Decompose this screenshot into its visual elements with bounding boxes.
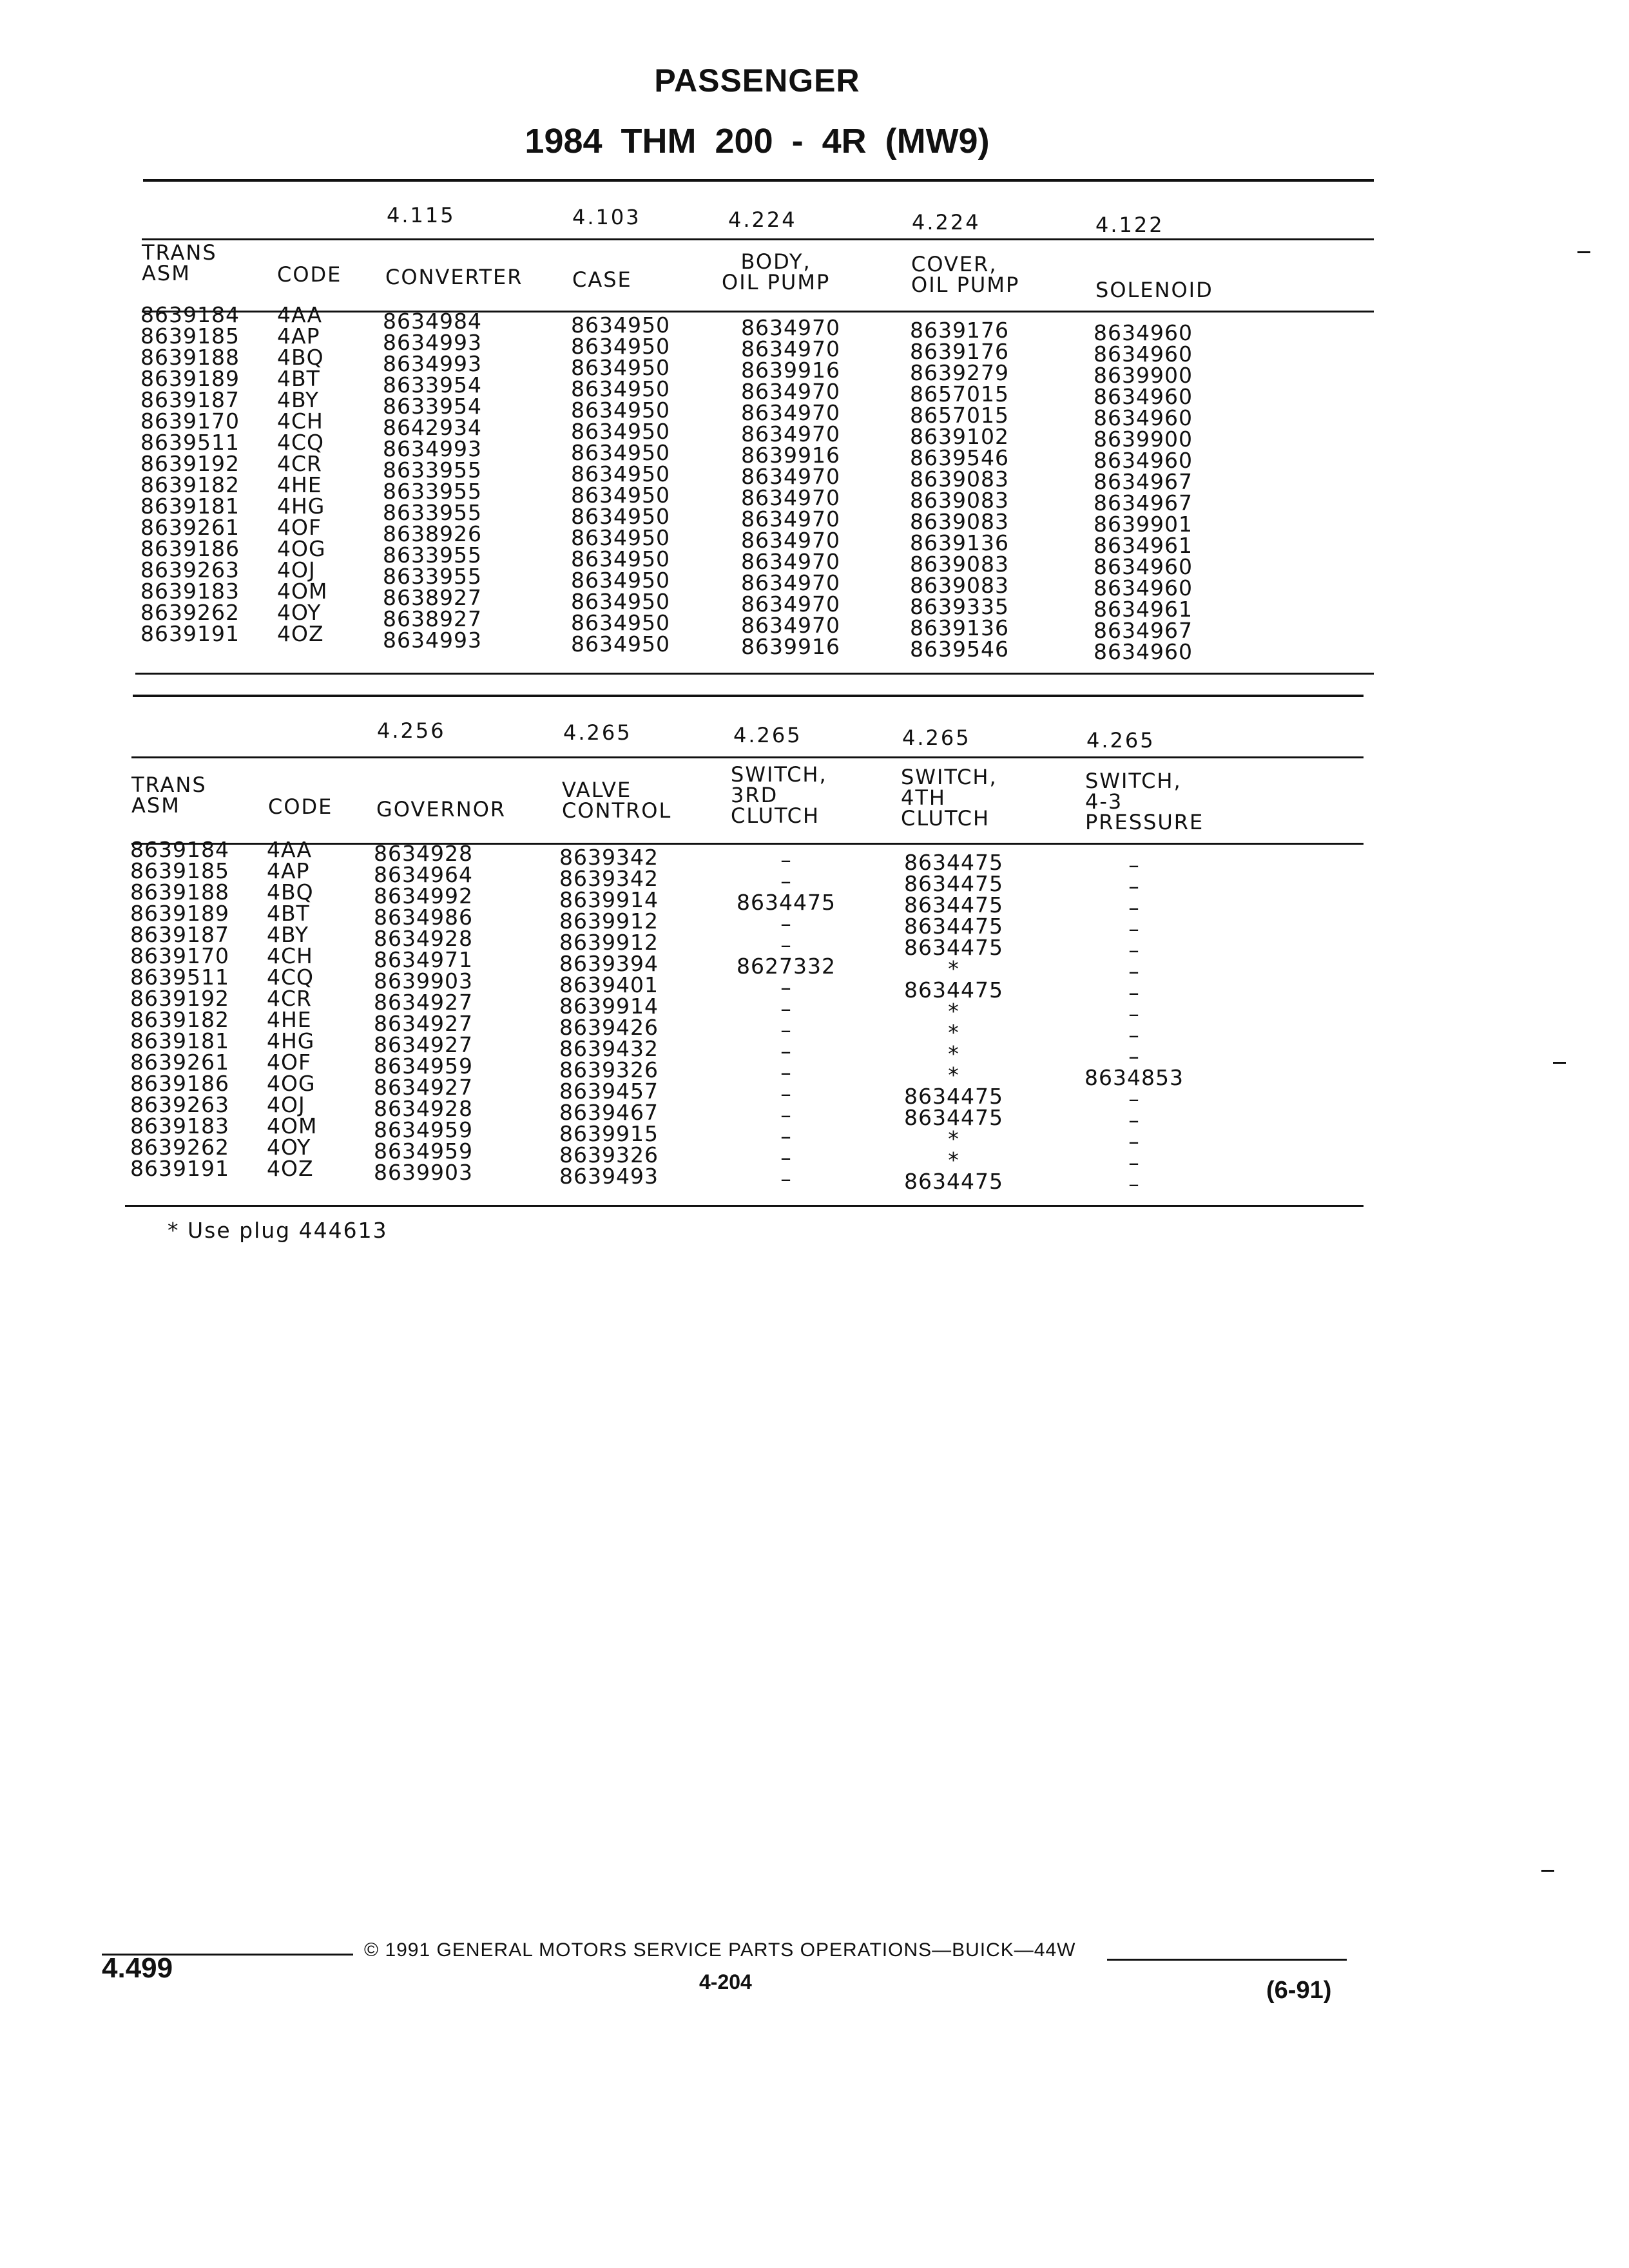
table-cell: 8634475 — [904, 892, 1003, 918]
table-cell: – — [780, 1102, 792, 1128]
table-cell: – — [780, 975, 792, 1000]
table-cell: 8634970 — [741, 591, 840, 617]
table-cell: – — [780, 1081, 792, 1106]
column-switch-4th-clutch — [889, 852, 1018, 1192]
table-cell: 8639083 — [910, 488, 1009, 513]
table-cell: 4BQ — [277, 345, 324, 370]
table-cell: 4BQ — [267, 879, 314, 905]
table-cell: 8634993 — [383, 628, 482, 653]
fig-number: 4.265 — [733, 723, 802, 747]
header-valve-control: VALVE CONTROL — [562, 778, 672, 823]
table-cell: * — [948, 999, 959, 1024]
header-code: CODE — [268, 794, 333, 819]
table-cell: 8634971 — [374, 947, 473, 972]
table-cell: 8639901 — [1094, 512, 1193, 537]
table-cell: 8639263 — [130, 1092, 229, 1117]
table-cell: 8634927 — [374, 990, 473, 1015]
column-solenoid — [1094, 322, 1193, 662]
column-code — [267, 839, 317, 1179]
table-cell: – — [780, 932, 792, 957]
table-cell: 8639181 — [130, 1028, 229, 1053]
table-cell: 4HE — [267, 1007, 312, 1032]
table-cell: 8634970 — [741, 613, 840, 638]
table-cell: 8639189 — [140, 366, 240, 391]
parts-table-1 — [0, 174, 1629, 689]
table-cell: 4BT — [277, 366, 320, 391]
table-cell: * — [948, 1062, 959, 1088]
table-cell: 8633954 — [383, 394, 482, 419]
table-cell: 4CR — [267, 986, 312, 1011]
table-cell: 8639914 — [559, 887, 659, 912]
table-cell: 4OZ — [267, 1156, 314, 1181]
table-cell: 8633955 — [383, 457, 482, 483]
table-cell: 8634970 — [741, 464, 840, 489]
table-cell: 8639192 — [140, 451, 240, 476]
table-cell: – — [780, 1060, 792, 1085]
table-cell: 8639457 — [559, 1079, 659, 1104]
table-cell: 8634984 — [383, 309, 482, 334]
column-body-oil-pump — [741, 317, 840, 657]
table-cell: 8634475 — [904, 850, 1003, 875]
table-cell: 8639102 — [910, 424, 1009, 449]
table-cell: – — [1128, 1001, 1140, 1026]
fig-number: 4.224 — [728, 207, 797, 232]
fig-number: 4.103 — [572, 205, 641, 229]
table-cell: 8634950 — [571, 461, 670, 486]
footer-page-number: 4-204 — [699, 1970, 752, 1994]
table-cell: 8639426 — [559, 1015, 659, 1040]
table-cell: – — [1128, 916, 1140, 941]
table-cell: 8639342 — [559, 866, 659, 891]
table-cell: 8634993 — [383, 436, 482, 461]
column-trans-asm — [130, 839, 229, 1179]
table-cell: 8634475 — [737, 890, 836, 915]
table-cell: 8634960 — [1094, 639, 1193, 664]
header-governor: GOVERNOR — [376, 797, 506, 822]
table-cell: – — [780, 1039, 792, 1064]
table-cell: 8634928 — [374, 926, 473, 951]
table-cell: 8634475 — [904, 1169, 1003, 1194]
table-cell: 8639187 — [130, 922, 229, 947]
table-cell: 8639083 — [910, 466, 1009, 492]
table-cell: 8634967 — [1094, 490, 1193, 515]
table-cell: 8634970 — [741, 506, 840, 532]
fig-number: 4.224 — [912, 210, 981, 235]
table-cell: 4CQ — [277, 430, 325, 455]
table-cell: 8639183 — [130, 1113, 229, 1139]
table-cell: 8639916 — [741, 634, 840, 659]
header-cover-oil-pump: COVER, OIL PUMP — [911, 252, 1020, 297]
column-converter — [383, 311, 482, 651]
table-cell: 8634950 — [571, 589, 670, 614]
table-cell: 4OJ — [267, 1092, 305, 1117]
table-cell: 8639183 — [140, 579, 240, 604]
table-cell: 4OJ — [277, 557, 316, 582]
table-cell: 8634961 — [1094, 533, 1193, 558]
table-cell: 4CH — [267, 943, 313, 968]
table-cell: – — [1128, 1171, 1140, 1196]
table-cell: 8634950 — [571, 631, 670, 657]
table-cell: 8634960 — [1094, 320, 1193, 345]
table-cell: 8639184 — [130, 837, 229, 862]
column-governor — [374, 843, 473, 1183]
table-cell: – — [1128, 852, 1140, 878]
table-cell: – — [1128, 1086, 1140, 1111]
table-cell: 8639342 — [559, 845, 659, 870]
footer-copyright: © 1991 GENERAL MOTORS SERVICE PARTS OPERATIONS—BUICK—44W — [364, 1939, 1076, 1961]
table-cell: 8639185 — [140, 323, 240, 349]
table-cell: 8639170 — [130, 943, 229, 968]
table-cell: 8633954 — [383, 372, 482, 398]
table-cell: 8634927 — [374, 1011, 473, 1036]
table-cell: 8634986 — [374, 905, 473, 930]
table-cell: 8639186 — [140, 536, 240, 561]
table-cell: – — [780, 1166, 792, 1191]
table-cell: 4CR — [277, 451, 322, 476]
table-cell: 8639261 — [140, 515, 240, 540]
table-cell: 8639186 — [130, 1071, 229, 1096]
table-cell: 8634960 — [1094, 448, 1193, 473]
table-cell: 8634964 — [374, 862, 473, 887]
header-converter: CONVERTER — [385, 265, 523, 289]
table-cell: 8639914 — [559, 994, 659, 1019]
table-cell: 8633955 — [383, 500, 482, 525]
table-cell: 8639136 — [910, 530, 1009, 555]
table-cell: 4OF — [267, 1050, 311, 1075]
table-cell: 8634992 — [374, 883, 473, 908]
table-cell: 8639261 — [130, 1050, 229, 1075]
table-cell: 8634950 — [571, 525, 670, 550]
table-cell: * — [948, 956, 959, 981]
table-cell: 8639326 — [559, 1142, 659, 1168]
table-cell: 8639191 — [140, 621, 240, 646]
table-cell: 8639262 — [140, 600, 240, 625]
table-cell: 8634475 — [904, 935, 1003, 960]
header-switch-4-3-pressure: SWITCH, 4-3 PRESSURE — [1085, 769, 1204, 834]
table-cell: 8639192 — [130, 986, 229, 1011]
table-cell: 8634970 — [741, 400, 840, 425]
table-cell: 4OY — [267, 1135, 311, 1160]
table-cell: 8639083 — [910, 552, 1009, 577]
table-cell: 8639176 — [910, 339, 1009, 364]
table-cell: 8634960 — [1094, 405, 1193, 430]
column-code — [277, 304, 327, 644]
table-cell: 8639335 — [910, 594, 1009, 619]
table-cell: 8634970 — [741, 485, 840, 510]
table-cell: 8633955 — [383, 564, 482, 589]
header-code: CODE — [277, 262, 342, 287]
fig-number: 4.256 — [377, 718, 446, 743]
table-cell: * — [948, 1148, 959, 1173]
table-cell: 8634950 — [571, 398, 670, 423]
table-cell: – — [1128, 1129, 1140, 1154]
table-cell: 8638927 — [383, 606, 482, 631]
fig-number: 4.265 — [902, 726, 971, 750]
table-cell: 4OM — [277, 579, 328, 604]
table-cell: 8634960 — [1094, 554, 1193, 579]
table-cell: 8639188 — [130, 879, 229, 905]
fig-number: 4.265 — [563, 720, 632, 745]
table-cell: 8633955 — [383, 543, 482, 568]
table-cell: 8657015 — [910, 403, 1009, 428]
table-cell: – — [1128, 874, 1140, 899]
table-cell: 4OY — [277, 600, 322, 625]
table-cell: 8639903 — [374, 968, 473, 994]
header-case: CASE — [572, 267, 632, 292]
table-cell: 4HG — [267, 1028, 315, 1053]
table-cell: 8634950 — [571, 355, 670, 380]
table-cell: 8639916 — [741, 443, 840, 468]
table-cell: 8634950 — [571, 334, 670, 359]
table-cell: 8639263 — [140, 557, 240, 582]
column-trans-asm — [140, 304, 240, 644]
table-cell: 8634927 — [374, 1032, 473, 1057]
table-cell: 4CH — [277, 408, 323, 434]
table-cell: 4HG — [277, 494, 325, 519]
table-cell: – — [780, 1124, 792, 1149]
table-cell: * — [948, 1126, 959, 1151]
header-solenoid: SOLENOID — [1095, 278, 1213, 302]
table-cell: 8634961 — [1094, 597, 1193, 622]
table-cell: 8634967 — [1094, 469, 1193, 494]
table-cell: 8634959 — [374, 1053, 473, 1079]
table-cell: 8634970 — [741, 315, 840, 340]
table-cell: – — [1128, 937, 1140, 963]
footer-number: 4.499 — [102, 1952, 173, 1984]
table-cell: 4OG — [267, 1071, 316, 1096]
table-cell: 8639182 — [140, 472, 240, 497]
table-cell: 4BY — [277, 387, 319, 412]
table-cell: 8639912 — [559, 908, 659, 934]
parts-table-2 — [0, 689, 1629, 1205]
table-cell: 8639262 — [130, 1135, 229, 1160]
table-cell: 8634970 — [741, 379, 840, 404]
table-cell: 8638926 — [383, 521, 482, 546]
table-cell: 8634950 — [571, 419, 670, 444]
table-cell: 8634950 — [571, 546, 670, 572]
table-cell: 8639136 — [910, 615, 1009, 640]
table-cell: 8639189 — [130, 901, 229, 926]
table-cell: 8634853 — [1084, 1065, 1184, 1090]
table-cell: 4BT — [267, 901, 310, 926]
table-cell: 8634993 — [383, 330, 482, 355]
table-cell: 8634960 — [1094, 341, 1193, 367]
table-cell: * — [948, 1041, 959, 1066]
table-cell: – — [1128, 895, 1140, 920]
table-cell: 4HE — [277, 472, 322, 497]
footer-date: (6-91) — [1266, 1977, 1332, 2004]
table-cell: 8634475 — [904, 914, 1003, 939]
table-cell: 8634475 — [904, 977, 1003, 1003]
header-switch-3rd-clutch: SWITCH, 3RD CLUTCH — [731, 762, 827, 828]
table-cell: 8642934 — [383, 415, 482, 440]
table-cell: 8639394 — [559, 951, 659, 976]
table-cell: 4CQ — [267, 965, 314, 990]
table-cell: 8639546 — [910, 637, 1009, 662]
column-switch-3rd-clutch — [722, 849, 851, 1189]
table-cell: 8639191 — [130, 1156, 229, 1181]
fig-number: 4.115 — [387, 203, 456, 227]
table-cell: 4OZ — [277, 621, 324, 646]
table-cell: 4AP — [267, 858, 310, 883]
table-cell: 8639916 — [741, 358, 840, 383]
table-cell: 8639401 — [559, 972, 659, 997]
table-cell: – — [1128, 1023, 1140, 1048]
table-cell: – — [780, 911, 792, 936]
table-cell: 8639279 — [910, 360, 1009, 385]
table-cell: 8634928 — [374, 841, 473, 866]
table-cell: 8639900 — [1094, 363, 1193, 388]
table-cell: 8657015 — [910, 381, 1009, 407]
table-cell: – — [780, 1017, 792, 1043]
header-trans-asm: TRANS ASM — [142, 240, 217, 285]
table-cell: 8634993 — [383, 351, 482, 376]
table-cell: 4OF — [277, 515, 322, 540]
table-cell: 8634967 — [1094, 618, 1193, 643]
table-cell: 8639326 — [559, 1057, 659, 1082]
table-cell: 8633955 — [383, 479, 482, 504]
table-cell: 8639187 — [140, 387, 240, 412]
table-cell: 8634959 — [374, 1117, 473, 1142]
table-cell: 8634950 — [571, 568, 670, 593]
table-cell: 4AP — [277, 323, 320, 349]
table-cell: 8639900 — [1094, 427, 1193, 452]
table-cell: 8639511 — [140, 430, 240, 455]
table-cell: 8638927 — [383, 585, 482, 610]
column-valve-control — [559, 847, 659, 1187]
table-cell: 8634959 — [374, 1139, 473, 1164]
page-title: PASSENGER — [654, 62, 860, 99]
table-cell: 8634950 — [571, 504, 670, 529]
table-cell: * — [948, 1020, 959, 1045]
table-cell: 8634960 — [1094, 384, 1193, 409]
table-cell: – — [1128, 959, 1140, 984]
column-case — [571, 314, 670, 655]
table-cell: 8634970 — [741, 570, 840, 595]
column-switch-4-3-pressure — [1070, 854, 1199, 1195]
table-cell: 8639493 — [559, 1164, 659, 1189]
table-cell: 8639176 — [910, 318, 1009, 343]
table-cell: 8634960 — [1094, 575, 1193, 601]
footnote: * Use plug 444613 — [168, 1218, 388, 1243]
table-cell: 8639912 — [559, 930, 659, 955]
table-cell: – — [780, 996, 792, 1021]
header-body-oil-pump: BODY, OIL PUMP — [722, 249, 831, 294]
table-cell: 8627332 — [737, 954, 836, 979]
table-cell: 8634950 — [571, 376, 670, 401]
table-cell: 8639182 — [130, 1007, 229, 1032]
table-cell: – — [1128, 1108, 1140, 1133]
table-cell: 8639083 — [910, 509, 1009, 534]
table-cell: 8634475 — [904, 1105, 1003, 1130]
table-cell: – — [780, 1145, 792, 1170]
table-cell: 8639181 — [140, 494, 240, 519]
header-trans-asm: TRANS ASM — [131, 773, 207, 818]
table-cell: – — [1128, 1044, 1140, 1069]
table-cell: 4BY — [267, 922, 309, 947]
column-cover-oil-pump — [910, 320, 1009, 660]
table-cell: 8639546 — [910, 445, 1009, 470]
table-cell: 8639467 — [559, 1100, 659, 1125]
table-cell: 8639188 — [140, 345, 240, 370]
table-cell: – — [1128, 980, 1140, 1005]
header-switch-4th-clutch: SWITCH, 4TH CLUTCH — [901, 765, 998, 831]
table-cell: 8639185 — [130, 858, 229, 883]
page-subtitle: 1984 THM 200 - 4R (MW9) — [525, 122, 990, 160]
table-cell: 8634927 — [374, 1075, 473, 1100]
fig-number: 4.265 — [1086, 728, 1155, 753]
table-cell: 8634970 — [741, 336, 840, 361]
table-cell: – — [780, 869, 792, 894]
table-cell: 8639083 — [910, 573, 1009, 598]
table-cell: 8634970 — [741, 421, 840, 447]
table-cell: 8634950 — [571, 610, 670, 635]
table-cell: 8634475 — [904, 1084, 1003, 1109]
table-cell: – — [1128, 1150, 1140, 1175]
table-cell: – — [780, 847, 792, 872]
table-cell: 8634950 — [571, 483, 670, 508]
table-cell: 8639903 — [374, 1160, 473, 1185]
table-cell: 8634928 — [374, 1096, 473, 1121]
table-cell: 8634970 — [741, 549, 840, 574]
table-cell: 8634475 — [904, 871, 1003, 896]
fig-number: 4.122 — [1095, 213, 1164, 237]
table-cell: 4OG — [277, 536, 326, 561]
table-cell: 8639170 — [140, 408, 240, 434]
table-cell: 8639915 — [559, 1121, 659, 1146]
table-cell: 8634950 — [571, 440, 670, 465]
table-cell: 4AA — [277, 302, 323, 327]
table-cell: 8639511 — [130, 965, 229, 990]
table-cell: 4AA — [267, 837, 313, 862]
table-cell: 8639432 — [559, 1036, 659, 1061]
table-cell: 8634950 — [571, 312, 670, 338]
table-cell: 4OM — [267, 1113, 318, 1139]
table-cell: 8639184 — [140, 302, 240, 327]
table-cell: 8634970 — [741, 528, 840, 553]
